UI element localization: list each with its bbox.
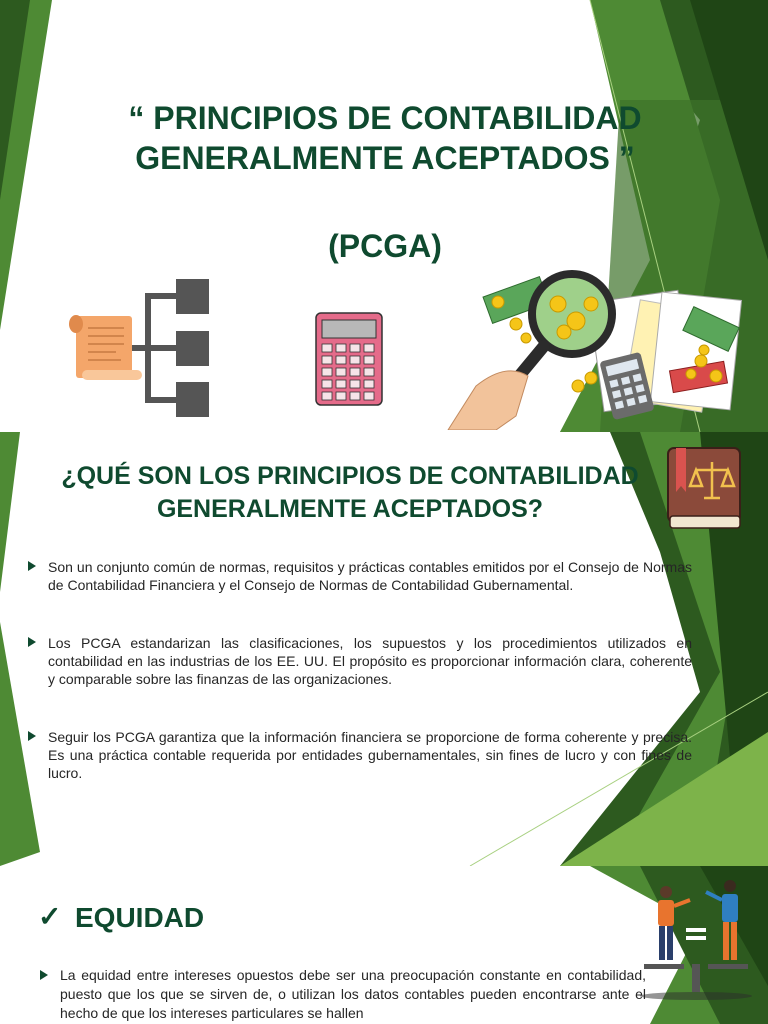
law-book-icon xyxy=(666,446,744,532)
definition-bullet-list xyxy=(26,558,692,822)
acronym: (PCGA) xyxy=(328,228,442,264)
equidad-paragraph: La equidad entre intereses opuestos debe ser una preocupación constante en contabilidad, puesto que los que se sirven de, o utilizan los datos contables pueden encontrarse ante el hecho de que los intereses particulares se hallen xyxy=(38,966,646,1023)
equidad-heading: EQUIDAD xyxy=(75,902,205,933)
calculator-icon xyxy=(315,312,383,408)
bullet-arrow-icon xyxy=(40,970,48,980)
slide-title xyxy=(0,0,768,432)
slide-equidad xyxy=(0,866,768,1024)
bullet-arrow-icon xyxy=(28,637,36,647)
definition-heading: ¿QUÉ SON LOS PRINCIPIOS DE CONTABILIDAD GENERALMENTE ACEPTADOS? xyxy=(61,462,639,523)
magnifier-money-icon xyxy=(446,266,746,430)
list-item: Son un conjunto común de normas, requisitos y prácticas contables emitidos por el Consejo de Normas de Contabilidad Financiera y el Consejo de Normas de Contabilidad Gubernamental. xyxy=(26,558,692,594)
list-item: Los PCGA estandarizan las clasificaciones, los supuestos y los procedimientos utilizados en contabilidad en las industrias de los EE. UU. El propósito es proporcionar información clara, coherente y comparable sobre las finanzas de las organizaciones. xyxy=(26,634,692,688)
check-icon: ✓ xyxy=(38,901,62,932)
scroll-hierarchy-icon xyxy=(66,276,216,421)
slide-title-heading: “ PRINCIPIOS DE CONTABILIDAD GENERALMENTE ACEPTADOS ” xyxy=(128,100,642,176)
list-item: Seguir los PCGA garantiza que la información financiera se proporcione de forma coherente y precisa. Es una práctica contable requerida por entidades gubernamentales, sin fines de lucro y con fines de lucro. xyxy=(26,728,692,782)
slide-definition xyxy=(0,432,768,866)
bullet-arrow-icon xyxy=(28,561,36,571)
bullet-arrow-icon xyxy=(28,731,36,741)
equality-people-icon xyxy=(636,878,756,1000)
